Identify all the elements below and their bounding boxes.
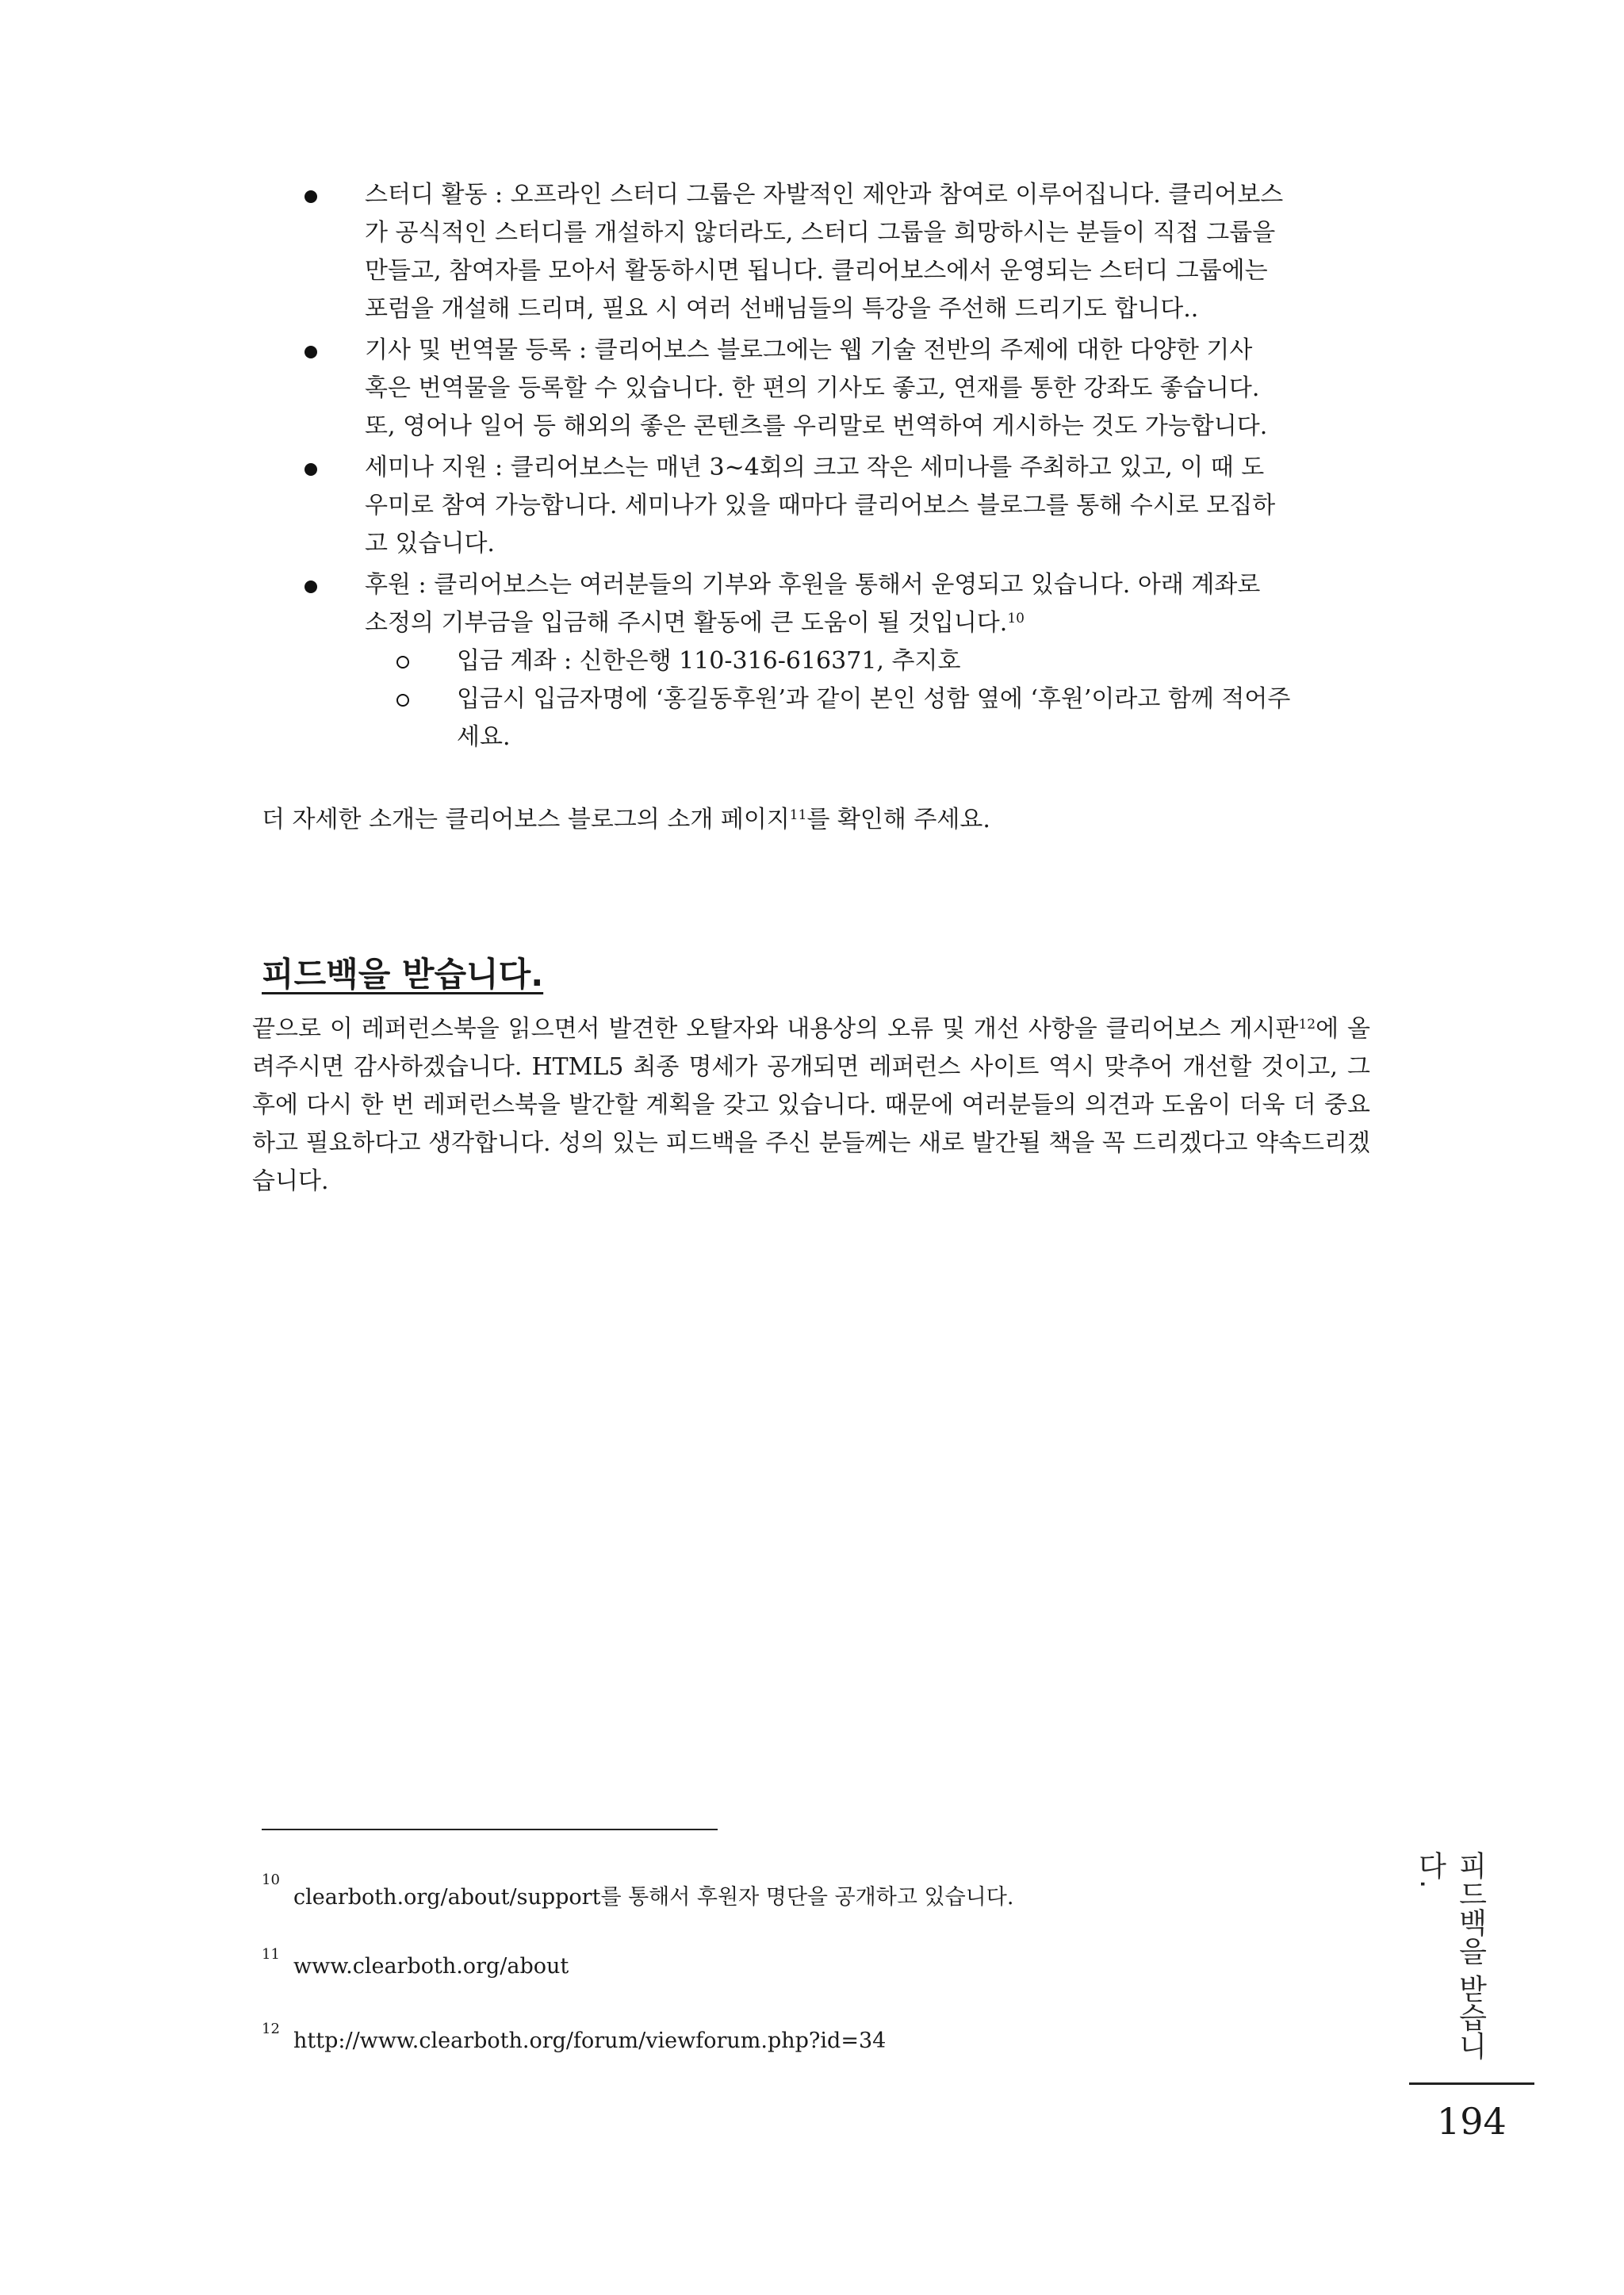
bullet-line: 후원 : 클리어보스는 여러분들의 기부와 후원을 통해서 운영되고 있습니다. 아래 계좌로 bbox=[365, 571, 1261, 599]
bullet-line: 포럼을 개설해 드리며, 필요 시 여러 선배님들의 특강을 주선해 드리기도 합니다.. bbox=[365, 295, 1199, 323]
bullet-list bbox=[301, 176, 1396, 760]
footnote-ref[interactable]: 12 bbox=[1298, 1017, 1316, 1033]
sub-item-account bbox=[365, 642, 1396, 680]
footnote-text[interactable]: clearboth.org/about/support를 통해서 후원자 명단을 공개하고 있습니다. bbox=[293, 1885, 1014, 1910]
bullet-item-study bbox=[301, 176, 1396, 328]
bullet-item-article bbox=[301, 331, 1396, 446]
page-number: 194 bbox=[1437, 2100, 1507, 2143]
bullet-item-sponsor bbox=[301, 566, 1396, 757]
bullet-line: 혹은 번역물을 등록할 수 있습니다. 한 편의 기사도 좋고, 연재를 통한 강좌도 좋습니다. bbox=[365, 374, 1260, 402]
more-info-text bbox=[262, 801, 990, 839]
footnote-text[interactable]: www.clearboth.org/about bbox=[293, 1954, 569, 1979]
footnote-number: 11 bbox=[262, 1946, 280, 1963]
bullet-dot-icon bbox=[304, 190, 317, 203]
sub-item-text: 세요. bbox=[457, 723, 511, 751]
footnote-item bbox=[262, 1872, 1014, 1954]
bullet-line: 스터디 활동 : 오프라인 스터디 그룹은 자발적인 제안과 참여로 이루어집니다. 클리어보스 bbox=[365, 181, 1284, 209]
chapter-side-label: 피드백을 받습니다. bbox=[1414, 1851, 1487, 2060]
circle-bullet-icon bbox=[396, 694, 409, 707]
bullet-dot-icon bbox=[304, 463, 317, 476]
bullet-line: 고 있습니다. bbox=[365, 530, 495, 557]
bullet-line: 소정의 기부금을 입금해 주시면 활동에 큰 도움이 될 것입니다. bbox=[365, 609, 1008, 637]
section-title: 피드백을 받습니다. bbox=[262, 955, 544, 994]
footnotes bbox=[262, 1872, 1014, 2103]
footnote-divider bbox=[262, 1829, 718, 1830]
bullet-item-seminar bbox=[301, 449, 1396, 563]
bullet-line: 또, 영어나 일어 등 해외의 좋은 콘텐츠를 우리말로 번역하여 게시하는 것도 가능합니다. bbox=[365, 412, 1268, 440]
bullet-line: 가 공식적인 스터디를 개설하지 않더라도, 스터디 그룹을 희망하시는 분들이 직접 그룹을 bbox=[365, 219, 1276, 247]
footnote-item bbox=[262, 1946, 1013, 2029]
bullet-line: 세미나 지원 : 클리어보스는 매년 3~4회의 크고 작은 세미나를 주최하고 있고, 이 때 도 bbox=[365, 454, 1265, 481]
sub-list bbox=[365, 642, 1396, 757]
footnote-ref[interactable]: 11 bbox=[789, 807, 807, 823]
footnote-number: 10 bbox=[262, 1872, 280, 1888]
circle-bullet-icon bbox=[396, 656, 409, 669]
feedback-paragraph bbox=[252, 1010, 1370, 1201]
bullet-line: 기사 및 번역물 등록 : 클리어보스 블로그에는 웹 기술 전반의 주제에 대한 다양한 기사 bbox=[365, 336, 1253, 364]
sub-item-text: 입금시 입금자명에 ‘홍길동후원’과 같이 본인 성함 옆에 ‘후원’이라고 함께 적어주 bbox=[457, 685, 1291, 713]
footnote-text[interactable]: http://www.clearboth.org/forum/viewforum.php?id=34 bbox=[293, 2029, 887, 2053]
sub-item-note bbox=[365, 680, 1396, 757]
paragraph-part2: 에 올려주시면 감사하겠습니다. HTML5 최종 명세가 공개되면 레퍼런스 사이트 역시 맞추어 개선할 것이고, 그 후에 다시 한 번 레퍼런스북을 발간할 계획을 갖고 있습니다. 때문에 여러분들의 의견과 도움이 더욱 더 중요하고 필요하다고 생각합니다. 성의 있는 피드백을 주신 분들께는 새로 발간될 책을 꼭 드리겠다고 약속드리겠습니다. bbox=[252, 1015, 1370, 1195]
bullet-line: 만들고, 참여자를 모아서 활동하시면 됩니다. 클리어보스에서 운영되는 스터디 그룹에는 bbox=[365, 257, 1268, 285]
sub-item-text: 입금 계좌 : 신한은행 110-316-616371, 추지호 bbox=[457, 647, 961, 675]
footnote-number: 12 bbox=[262, 2021, 280, 2037]
bullet-dot-icon bbox=[304, 580, 317, 593]
more-info-before: 더 자세한 소개는 클리어보스 블로그의 소개 페이지 bbox=[262, 806, 790, 833]
footnote-ref[interactable]: 10 bbox=[1007, 611, 1025, 626]
more-info-after: 를 확인해 주세요. bbox=[806, 806, 990, 833]
footnote-item bbox=[262, 2021, 1013, 2103]
bullet-dot-icon bbox=[304, 346, 317, 358]
bullet-line: 우미로 참여 가능합니다. 세미나가 있을 때마다 클리어보스 블로그를 통해 수시로 모집하 bbox=[365, 492, 1276, 519]
paragraph-part1: 끝으로 이 레퍼런스북을 읽으면서 발견한 오탈자와 내용상의 오류 및 개선 사항을 클리어보스 게시판 bbox=[252, 1015, 1299, 1043]
page-number-divider bbox=[1409, 2082, 1534, 2085]
